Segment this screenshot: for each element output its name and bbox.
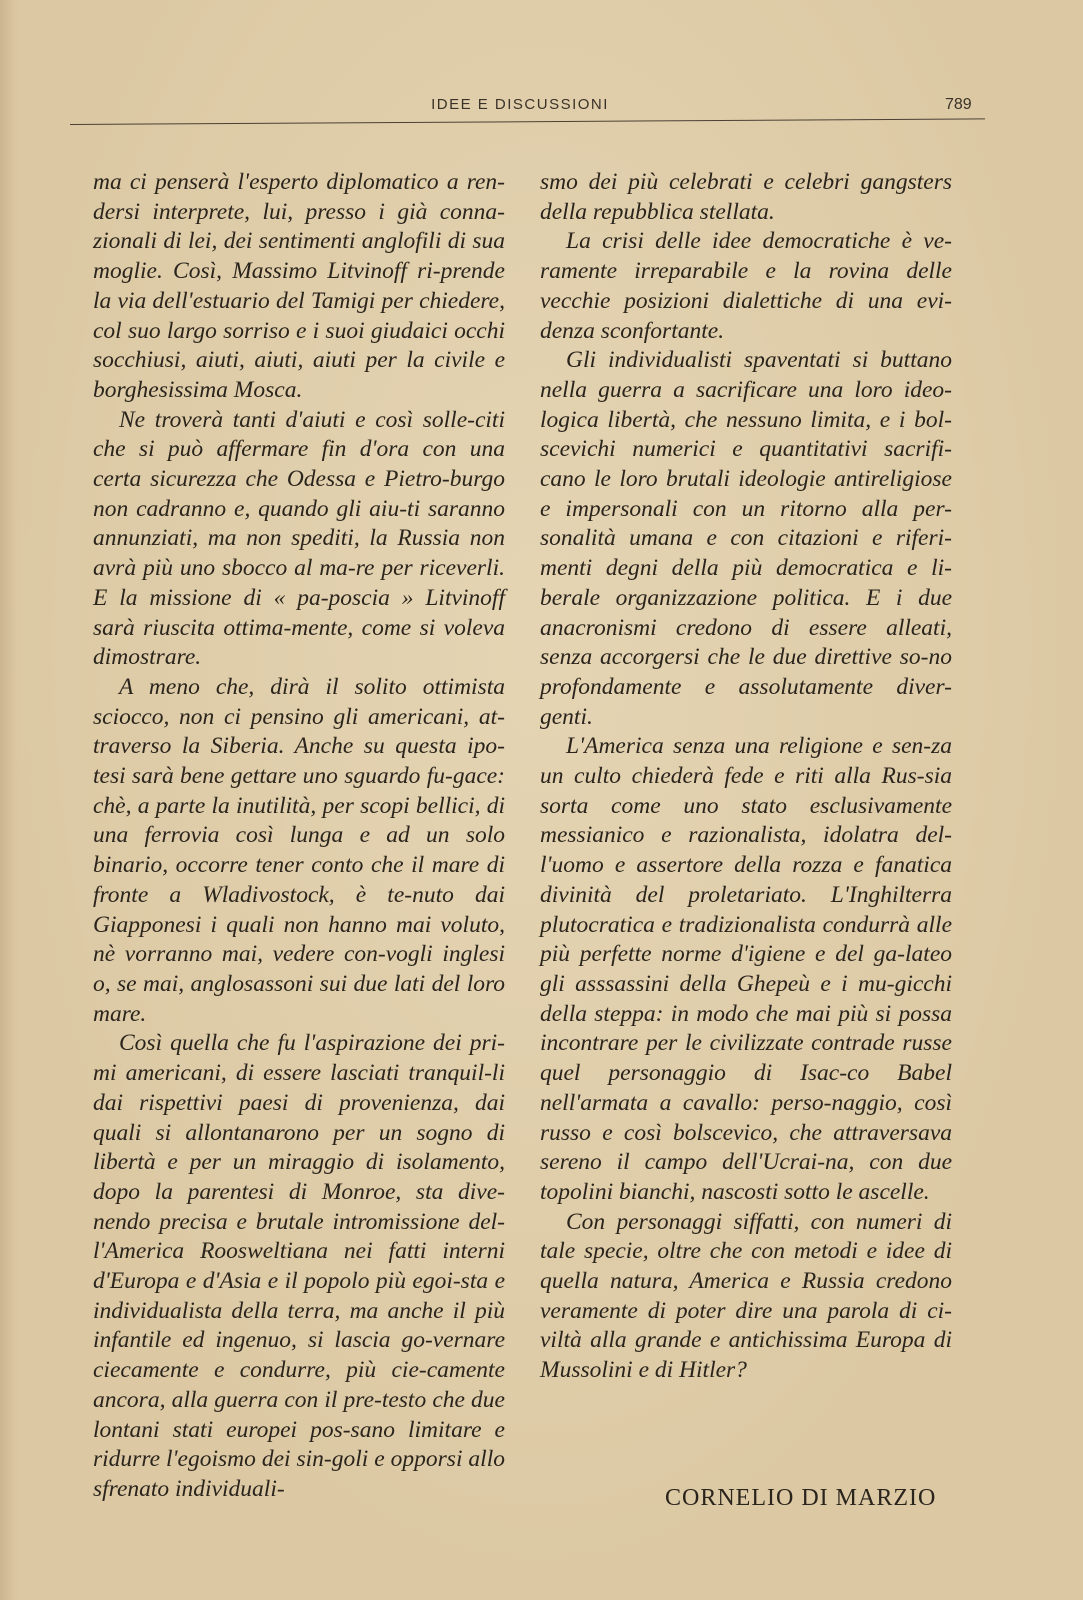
paragraph: Ne troverà tanti d'aiuti e così solle-citi che si può affermare fin d'ora con una certa sicurezza che Odessa e Pietro-burgo non cadranno e, quando gli aiu-ti saranno annunziati, ma non spediti, la Russia non avrà più uno sbocco al ma-re per riceverli. E la missione di « pa-poscia » Litvinoff sarà riuscita ottima-mente, come si voleva dimostrare. xyxy=(93,406,505,671)
paragraph: L'America senza una religione e sen-za un culto chiederà fede e riti alla Rus-sia sorta come uno stato esclusivamente messianico e razionalista, idolatra del-l'uomo e assertore della rozza e fanatica divinità del proletariato. L'Inghilterra plutocratica e tradizionalista condurrà alle più perfette norme d'igiene e del ga-lateo gli asssassini della Ghepeù e i mu-gicchi della steppa: in modo che mai più si possa incontrare per le civilizzate contrade russe quel personaggio di Isac-co Babel nell'armata a cavallo: perso-naggio, così russo e così bolscevico, che attraversava sereno il campo dell'Ucrai-na, con due topolini bianchi, nascosti sotto le ascelle. xyxy=(540,733,952,1205)
paragraph: Con personaggi siffatti, con numeri di tale specie, oltre che con metodi e idee di quella natura, America e Russia credono veramente di poter dire una parola di ci-viltà alla grande e antichissima Europa di Mussolini e di Hitler? xyxy=(540,1208,952,1384)
right-column xyxy=(540,168,952,1386)
paragraph: Così quella che fu l'aspirazione dei pri-mi americani, di essere lasciati tranquil-li dai rispettivi paesi di provenienza, dai quali si allontanarono per un sogno di libertà e per un miraggio di isolamento, dopo la parentesi di Monroe, sta dive-nendo precisa e brutale intromissione del-l'America Roosweltiana nei fatti interni d'Europa e d'Asia e il popolo più egoi-sta e individualista della terra, ma anche il più infantile ed ingenuo, si lascia go-vernare ciecamente e condurre, più cie-camente ancora, alla guerra con il pre-testo che due lontani stati europei pos-sano limitare e ridurre l'egoismo dei sin-goli e opporsi allo sfrenato individuali- xyxy=(93,1030,505,1502)
page-number: 789 xyxy=(945,96,972,113)
paragraph: A meno che, dirà il solito ottimista sciocco, non ci pensino gli americani, at-traverso la Siberia. Anche su questa ipo-tesi sarà bene gettare uno sguardo fu-gace: chè, a parte la inutilità, per scopi bellici, di una ferrovia così lunga e ad un solo binario, occorre tener conto che il mare di fronte a Wladivostock, è te-nuto dai Giapponesi i quali non hanno mai voluto, nè vorranno mai, vedere con-vogli inglesi o, se mai, anglosassoni sui due lati del loro mare. xyxy=(93,673,505,1027)
paragraph: Gli individualisti spaventati si buttano nella guerra a sacrificare una loro ideo-logica libertà, che nessuno limita, e i bol-scevichi numerici e quantitativi sacrifi-cano le loro brutali ideologie antireligiose e impersonali con un ritorno alla per-sonalità umana e con citazioni e riferi-menti degni della più democratica e li-berale organizzazione politica. E i due anacronismi credono di essere alleati, senza accorgersi che le due direttive so-no profondamente e assolutamente diver-genti. xyxy=(540,347,952,730)
author-signature: CORNELIO DI MARZIO xyxy=(665,1485,937,1511)
paragraph: La crisi delle idee democratiche è ve-ramente irreparabile e la rovina delle vecchie posizioni dialettiche di una evi-denza sconfortante. xyxy=(540,228,952,344)
paragraph: ma ci penserà l'esperto diplomatico a ren-dersi interprete, lui, presso i già conna-zionali di lei, dei sentimenti anglofili di sua moglie. Così, Massimo Litvinoff ri-prende la via dell'estuario del Tamigi per chiedere, col suo largo sorriso e i suoi giudaici occhi socchiusi, aiuti, aiuti, aiuti per la civile e borghesissima Mosca. xyxy=(93,169,505,403)
paragraph: smo dei più celebrati e celebri gangsters della repubblica stellata. xyxy=(540,169,952,225)
running-head: IDEE E DISCUSSIONI xyxy=(431,96,609,113)
left-column xyxy=(93,168,505,1505)
